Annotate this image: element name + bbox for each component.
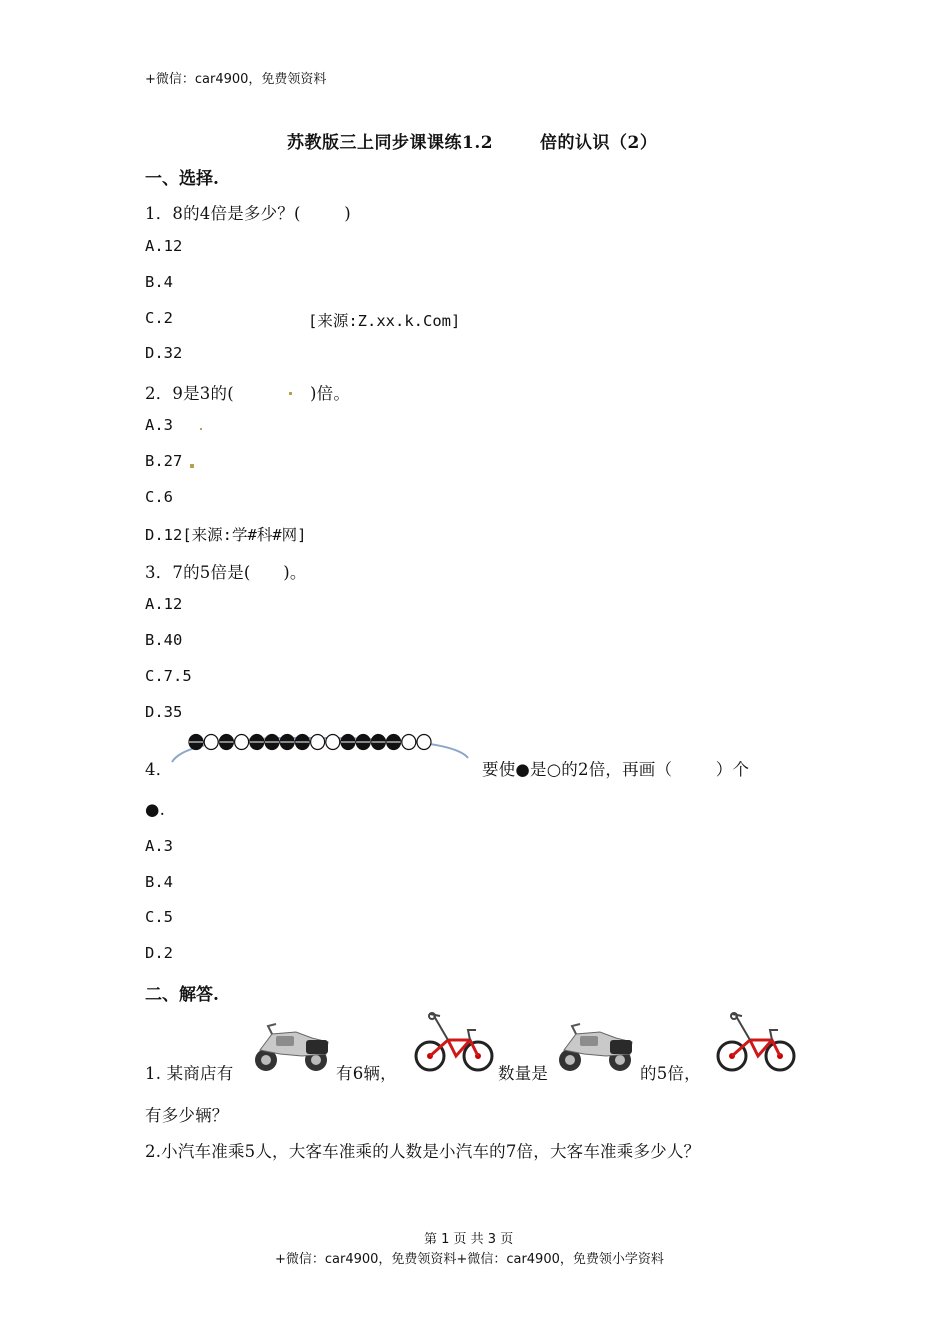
bicycle-icon xyxy=(714,1010,798,1074)
q4-bead-figure xyxy=(168,728,472,768)
p1-text-b: 有6辆， xyxy=(336,1064,397,1083)
q1-option-c: C.2 xyxy=(145,309,173,327)
q2-stem-end: )倍。 xyxy=(310,384,351,403)
stray-dot xyxy=(190,464,194,468)
q3-stem: 3．7的5倍是( )。 xyxy=(145,563,307,582)
bead-empty xyxy=(417,735,431,750)
q1-option-b: B.4 xyxy=(145,273,173,291)
q2-option-c: C.6 xyxy=(145,488,173,506)
p1-text-c: 数量是 xyxy=(498,1064,549,1083)
bead-row xyxy=(189,735,431,750)
q2-option-d: D.12[来源:学#科#网] xyxy=(145,526,307,544)
bead-empty xyxy=(326,735,340,750)
header-watermark: +微信：car4900，免费领资料 xyxy=(145,72,327,87)
bead-empty xyxy=(204,735,218,750)
q4-stem: 要使●是○的2倍，再画（ ）个 xyxy=(482,760,750,779)
page-title-right: 倍的认识（2） xyxy=(540,133,658,153)
q4-option-d: D.2 xyxy=(145,944,173,962)
page-number: 第 1 页 共 3 页 xyxy=(424,1232,514,1247)
q4-option-c: C.5 xyxy=(145,908,173,926)
p1-text-d: 的5倍， xyxy=(640,1064,701,1083)
q1-source-note: [来源:Z.xx.k.Com] xyxy=(308,312,461,330)
section-answer-heading: 二、解答. xyxy=(145,985,219,1005)
q4-option-a: A.3 xyxy=(145,837,173,855)
q1-stem: 1．8的4倍是多少？( ) xyxy=(145,204,351,223)
bead-empty xyxy=(402,735,416,750)
q4-number: 4． xyxy=(145,760,173,779)
p1-text-e: 有多少辆？ xyxy=(145,1106,229,1125)
motorcycle-icon xyxy=(554,1020,638,1074)
q2-stem-start: 2．9是3的( xyxy=(145,384,234,403)
stray-dot xyxy=(289,392,292,395)
p1-text-a: 1. 某商店有 xyxy=(145,1064,234,1083)
bead-empty xyxy=(235,735,249,750)
q4-option-b: B.4 xyxy=(145,873,173,891)
q1-option-d: D.32 xyxy=(145,344,183,362)
q2-option-a: A.3 xyxy=(145,416,173,434)
q1-option-a: A.12 xyxy=(145,237,183,255)
stray-dot xyxy=(200,428,202,430)
footer-watermark: +微信：car4900，免费领资料+微信：car4900，免费领小学资料 xyxy=(275,1252,664,1267)
page-title-left: 苏教版三上同步课课练1.2 xyxy=(287,133,494,153)
motorcycle-icon xyxy=(250,1020,334,1074)
bead-empty xyxy=(311,735,325,750)
q4-stem-continued: ●. xyxy=(145,800,166,819)
section-choice-heading: 一、选择. xyxy=(145,169,219,189)
q3-option-b: B.40 xyxy=(145,631,183,649)
q3-option-a: A.12 xyxy=(145,595,183,613)
q3-option-d: D.35 xyxy=(145,703,183,721)
q2-option-b: B.27 xyxy=(145,452,183,470)
bicycle-icon xyxy=(412,1010,496,1074)
q3-option-c: C.7.5 xyxy=(145,667,192,685)
p2-text: 2.小汽车准乘5人，大客车准乘的人数是小汽车的7倍，大客车准乘多少人？ xyxy=(145,1142,701,1161)
